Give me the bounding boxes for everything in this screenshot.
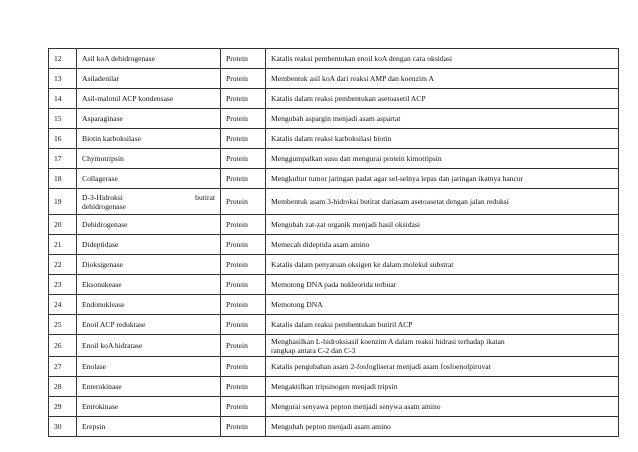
row-number: 30 bbox=[49, 417, 77, 437]
row-number: 29 bbox=[49, 397, 77, 417]
table-row bbox=[49, 149, 619, 169]
enzyme-function: Membentuk asil koA dari reaksi AMP dan koenzim A bbox=[266, 69, 619, 89]
table-row bbox=[49, 69, 619, 89]
row-number: 12 bbox=[49, 49, 77, 69]
enzyme-name: Enolase bbox=[77, 357, 221, 377]
enzyme-name: Chymotripsin bbox=[77, 149, 221, 169]
enzyme-function: Mengubah aspargin menjadi asam aspartat bbox=[266, 109, 619, 129]
table-row bbox=[49, 215, 619, 235]
enzyme-name-line bbox=[82, 193, 215, 202]
row-number: 20 bbox=[49, 215, 77, 235]
enzyme-type: Protein bbox=[221, 417, 266, 437]
row-number: 28 bbox=[49, 377, 77, 397]
enzyme-function: Katalis dalam reaksi pembentukan asetoasetil ACP bbox=[266, 89, 619, 109]
enzyme-function: Katalis pengubahan asam 2-fosfogliserat menjadi asam fosfoenolpiruvat bbox=[266, 357, 619, 377]
row-number: 13 bbox=[49, 69, 77, 89]
enzyme-function-line: rangkap antara C-2 dan C-3 bbox=[271, 345, 356, 355]
enzyme-name: Eksonukease bbox=[77, 275, 221, 295]
row-number: 25 bbox=[49, 315, 77, 335]
enzyme-name-part: butirat bbox=[195, 192, 215, 202]
enzyme-name: Asiladenilat bbox=[77, 69, 221, 89]
enzyme-type: Protein bbox=[221, 377, 266, 397]
enzyme-type: Protein bbox=[221, 235, 266, 255]
table-row bbox=[49, 89, 619, 109]
table-row bbox=[49, 49, 619, 69]
enzyme-type: Protein bbox=[221, 129, 266, 149]
table-row bbox=[49, 109, 619, 129]
enzyme-type: Protein bbox=[221, 357, 266, 377]
table-row bbox=[49, 377, 619, 397]
enzyme-type: Protein bbox=[221, 189, 266, 215]
row-number: 21 bbox=[49, 235, 77, 255]
enzyme-name: Erepsin bbox=[77, 417, 221, 437]
row-number: 19 bbox=[49, 189, 77, 215]
enzyme-function: Katalis dalam reaksi pembentukan butiril ACP bbox=[266, 315, 619, 335]
enzyme-name: Biotin karboksilase bbox=[77, 129, 221, 149]
row-number: 27 bbox=[49, 357, 77, 377]
enzyme-function: Memecah dideptida asam amino bbox=[266, 235, 619, 255]
enzyme-name: Dehidrogenase bbox=[77, 215, 221, 235]
enzyme-name: Asil koA dehidrogenase bbox=[77, 49, 221, 69]
table-row bbox=[49, 357, 619, 377]
enzyme-name: Endonuklease bbox=[77, 295, 221, 315]
enzyme-name-part: D-3-Hidroksi bbox=[82, 192, 123, 202]
enzyme-function-line: Menghasilkan L-hidroksiasil koenzim A dalam reaksi hidrasi terhadap ikatan bbox=[271, 336, 505, 346]
enzyme-function: Membentuk asam 3-hidroksi butirat dariasam asetoasetat dengan jalan reduksi bbox=[266, 189, 619, 215]
enzyme-type: Protein bbox=[221, 295, 266, 315]
table-row bbox=[49, 315, 619, 335]
enzyme-type: Protein bbox=[221, 275, 266, 295]
enzyme-function: Memotong DNA pada nukleorida terbuar bbox=[266, 275, 619, 295]
enzyme-name-part: dehidrogenase bbox=[82, 201, 126, 211]
enzyme-function: Menggumpalkan susu dan mengurai protein kimotripsin bbox=[266, 149, 619, 169]
table-row bbox=[49, 417, 619, 437]
enzyme-table bbox=[48, 48, 619, 437]
enzyme-type: Protein bbox=[221, 255, 266, 275]
table-row bbox=[49, 189, 619, 215]
enzyme-function: Mengubah pepton menjadi asam amino bbox=[266, 417, 619, 437]
enzyme-type: Protein bbox=[221, 397, 266, 417]
table-row bbox=[49, 169, 619, 189]
table-row bbox=[49, 255, 619, 275]
enzyme-function: Mengurai senyawa pepton menjadi senywa asam amino bbox=[266, 397, 619, 417]
enzyme-type: Protein bbox=[221, 109, 266, 129]
table-row bbox=[49, 275, 619, 295]
enzyme-name: Dideptidase bbox=[77, 235, 221, 255]
enzyme-name: Dioksigenase bbox=[77, 255, 221, 275]
enzyme-function: Katalis dalam penyatuan oksigen ke dalam molekul substrat bbox=[266, 255, 619, 275]
table-row bbox=[49, 397, 619, 417]
enzyme-function: Memotong DNA bbox=[266, 295, 619, 315]
enzyme-name: Entrokinase bbox=[77, 397, 221, 417]
enzyme-type: Protein bbox=[221, 149, 266, 169]
row-number: 26 bbox=[49, 335, 77, 357]
enzyme-name: Enoil ACP reduktase bbox=[77, 315, 221, 335]
enzyme-type: Protein bbox=[221, 89, 266, 109]
enzyme-name: Asil-malonil ACP kondensase bbox=[77, 89, 221, 109]
enzyme-type: Protein bbox=[221, 169, 266, 189]
enzyme-type: Protein bbox=[221, 215, 266, 235]
enzyme-name bbox=[77, 189, 221, 215]
row-number: 17 bbox=[49, 149, 77, 169]
row-number: 14 bbox=[49, 89, 77, 109]
enzyme-name: Collagerase bbox=[77, 169, 221, 189]
enzyme-function bbox=[266, 335, 619, 357]
enzyme-name: Enoil koA hidratase bbox=[77, 335, 221, 357]
row-number: 16 bbox=[49, 129, 77, 149]
table-row bbox=[49, 295, 619, 315]
table-row bbox=[49, 235, 619, 255]
row-number: 22 bbox=[49, 255, 77, 275]
row-number: 15 bbox=[49, 109, 77, 129]
enzyme-function: Mengkultur tumor jaringan padat agar sel-selnya lepas dan jaringan ikatnya hancur bbox=[266, 169, 619, 189]
enzyme-type: Protein bbox=[221, 49, 266, 69]
row-number: 24 bbox=[49, 295, 77, 315]
enzyme-type: Protein bbox=[221, 335, 266, 357]
enzyme-function: Mengubah zat-zat organik menjadi hasil oksidasi bbox=[266, 215, 619, 235]
enzyme-name: Asparaginase bbox=[77, 109, 221, 129]
row-number: 18 bbox=[49, 169, 77, 189]
enzyme-type: Protein bbox=[221, 69, 266, 89]
enzyme-function: Katalis dalam reaksi karboksilasi biotin bbox=[266, 129, 619, 149]
enzyme-type: Protein bbox=[221, 315, 266, 335]
row-number: 23 bbox=[49, 275, 77, 295]
enzyme-name: Enterokinase bbox=[77, 377, 221, 397]
enzyme-function: Mengaktifkan tripsinogen menjadi tripsin bbox=[266, 377, 619, 397]
enzyme-function: Katalis reaksi pembentukan enoil koA dengan cara oksidasi bbox=[266, 49, 619, 69]
table-row bbox=[49, 335, 619, 357]
table-row bbox=[49, 129, 619, 149]
